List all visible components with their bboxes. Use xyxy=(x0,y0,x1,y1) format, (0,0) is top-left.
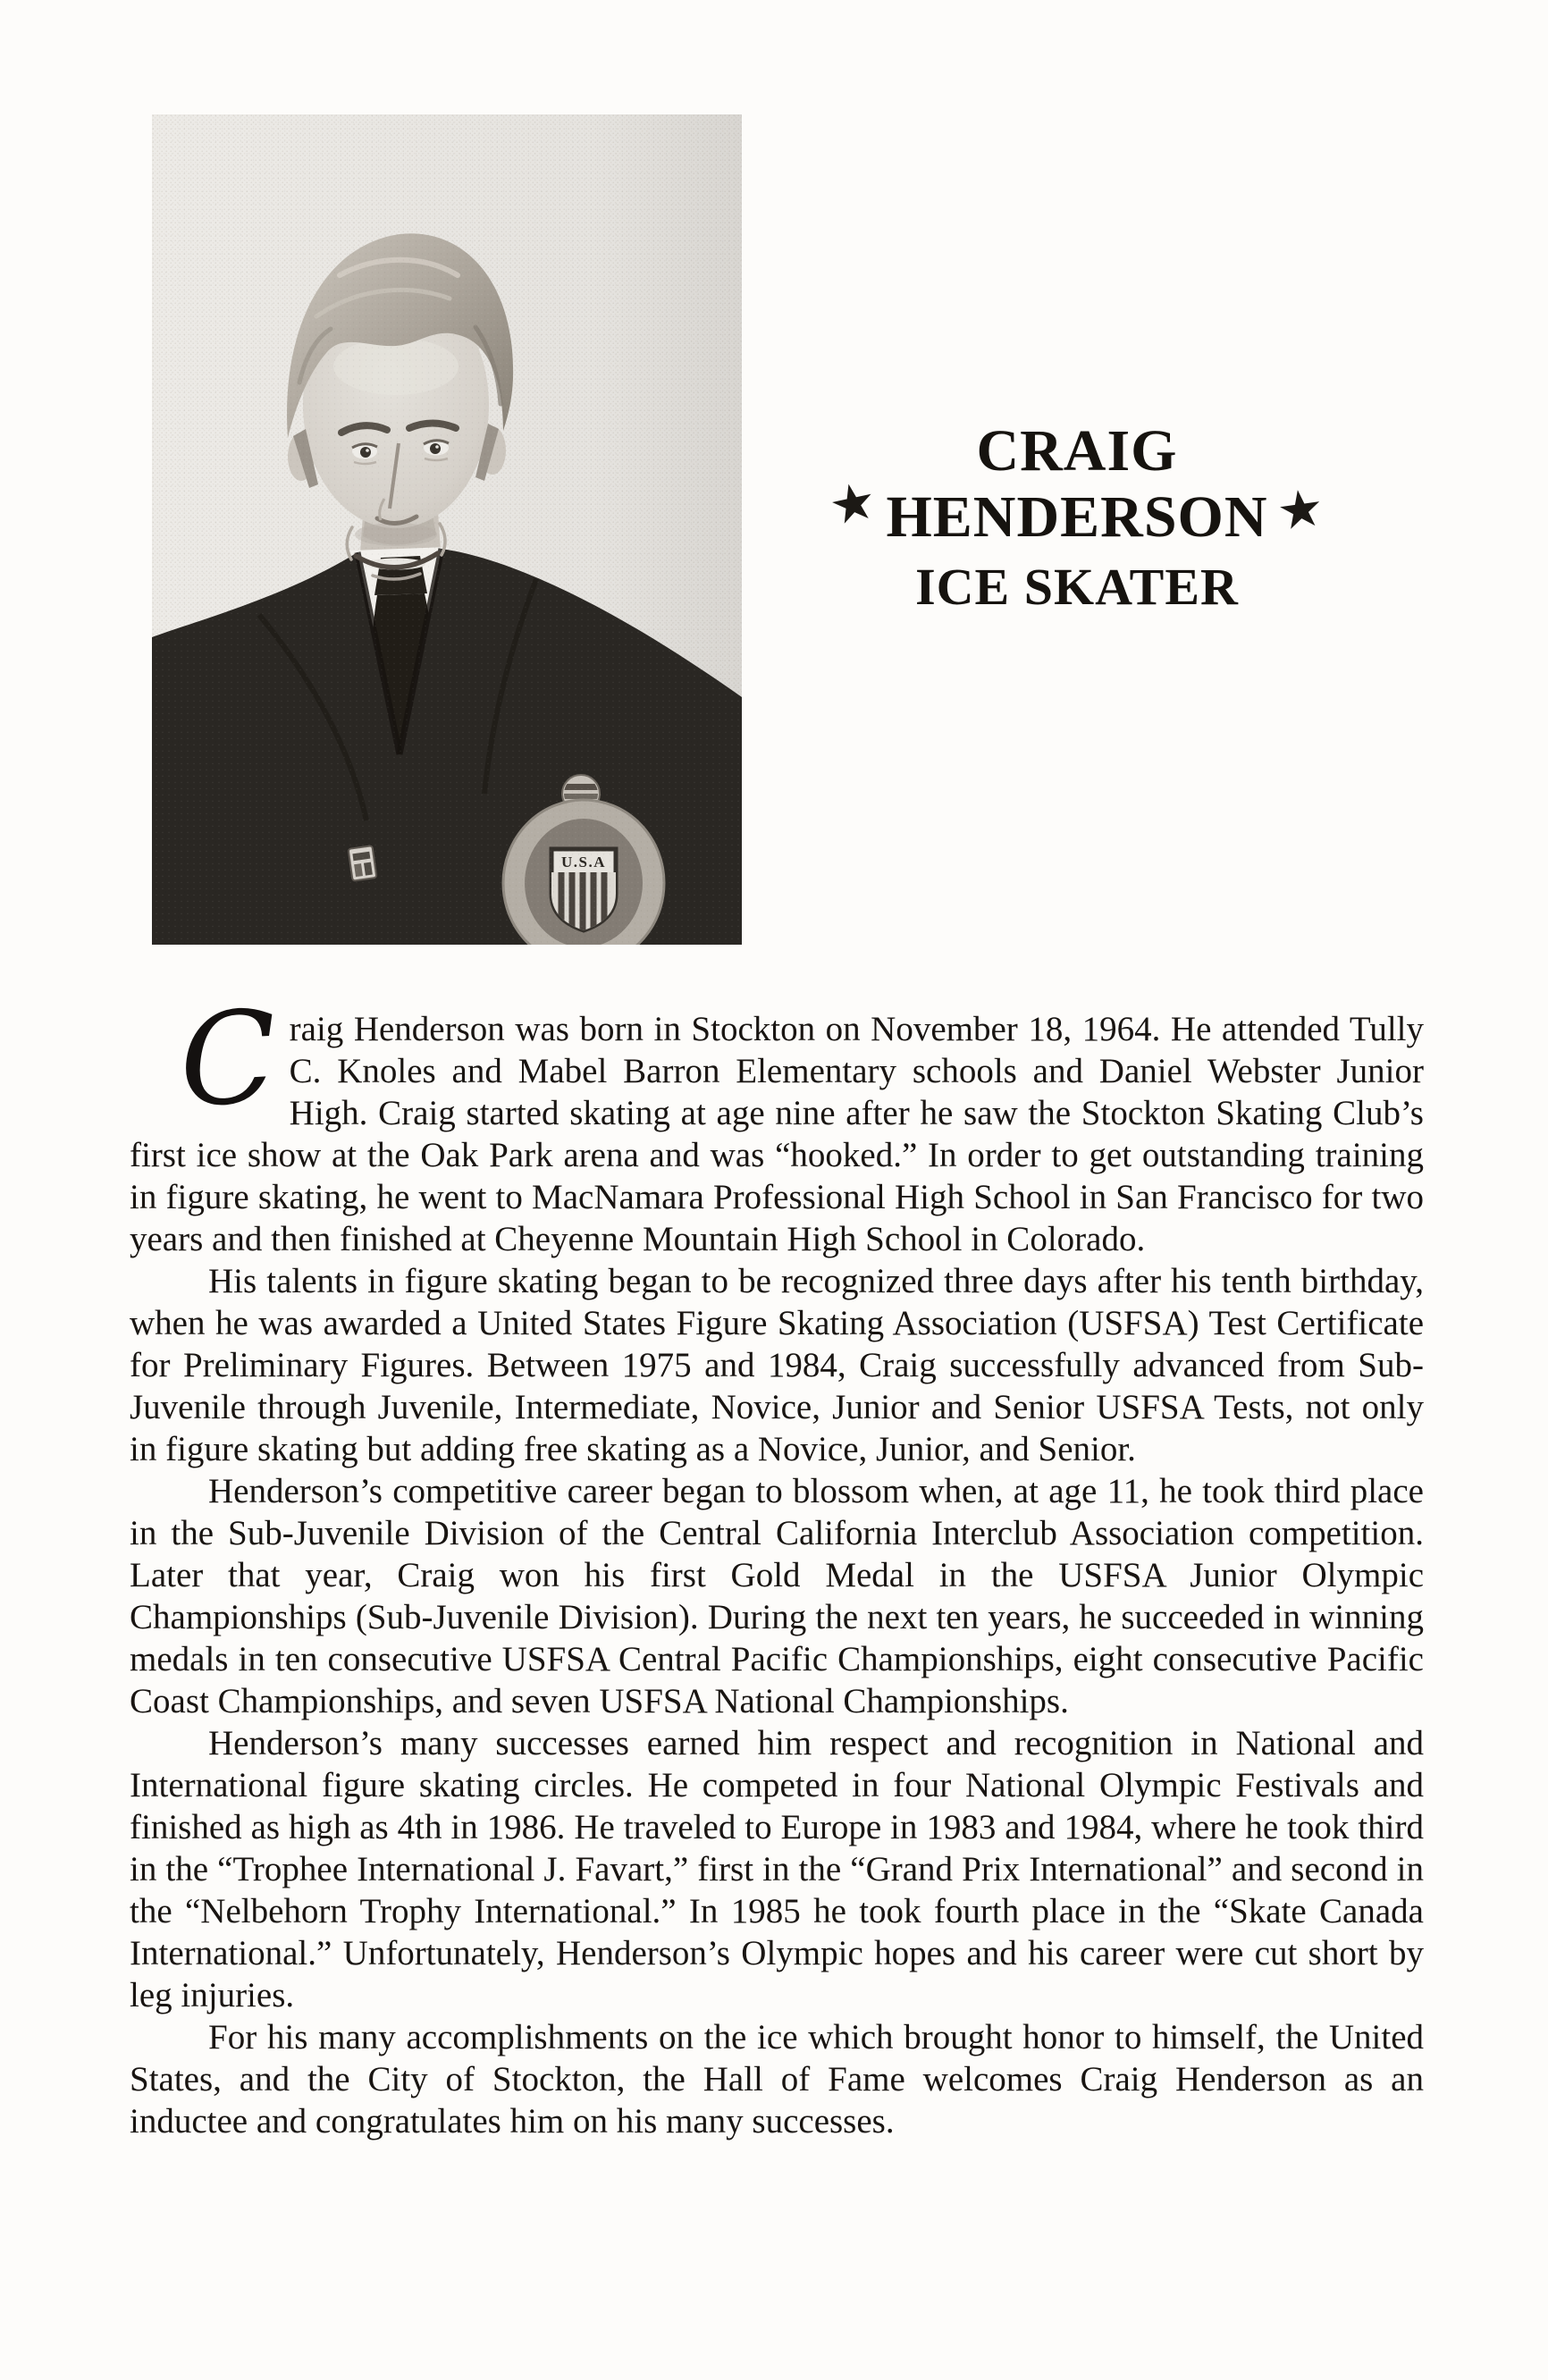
athlete-first-name: CRAIG xyxy=(976,418,1178,484)
athlete-last-name: HENDERSON xyxy=(886,484,1268,550)
title-block xyxy=(800,418,1354,617)
bio-paragraph-1-text: raig Henderson was born in Stockton on November 18, 1964. He attended Tully C. Knoles and Mabel Barron Elementary schools and Daniel Webster Junior High. Craig started skating at age nine after he saw the Stockton Skating Club’s first ice show at the Oak Park arena and was “hooked.” In order to get outstanding training in figure skating, he went to MacNamara Professional High School in San Francisco for two years and then finished at Cheyenne Mountain High School in Colorado. xyxy=(130,1010,1424,1258)
portrait-illustration xyxy=(152,114,742,945)
bio-paragraph-2: His talents in figure skating began to be recognized three days after his tenth birthday, when he was awarded a United States Figure Skating Association (USFSA) Test Certificate for Preliminary Figures. Between 1975 and 1984, Craig successfully advanced from Sub-Juvenile through Juvenile, Intermediate, Novice, Junior and Senior USFSA Tests, not only in figure skating but adding free skating as a Novice, Junior, and Senior. xyxy=(130,1262,1424,1468)
star-icon: ★ xyxy=(1273,475,1328,543)
bio-paragraph-1 xyxy=(130,983,1424,1260)
bio-paragraph-4: Henderson’s many successes earned him respect and recognition in National and International figure skating circles. He competed in four National Olympic Festivals and finished as high as 4th in 1986. He traveled to Europe in 1983 and 1984, where he took third in the “Trophee International J. Favart,” first in the “Grand Prix International” and second in the “Nelbehorn Trophy International.” In 1985 he took fourth place in the “Skate Canada International.” Unfortunately, Henderson’s Olympic hopes and his career were cut short by leg injuries. xyxy=(130,1724,1424,2014)
bio-paragraph-5: For his many accomplishments on the ice which brought honor to himself, the United States, and the City of Stockton, the Hall of Fame welcomes Craig Henderson as an inductee and congratulates him on his many successes. xyxy=(130,2018,1424,2140)
portrait-photo xyxy=(152,114,742,945)
biography-text xyxy=(130,983,1424,2142)
athlete-discipline: ICE SKATER xyxy=(915,558,1239,616)
drop-cap: C xyxy=(175,983,281,1136)
bio-paragraph-3: Henderson’s competitive career began to blossom when, at age 11, he took third place in the Sub-Juvenile Division of the Central California Interclub Association competition. Later that year, Craig won his first Gold Medal in the USFSA Junior Olympic Championships (Sub-Juvenile Division). During the next ten years, he succeeded in winning medals in ten consecutive USFSA Central Pacific Championships, eight consecutive Pacific Coast Championships, and seven USFSA National Championships. xyxy=(130,1472,1424,1720)
star-icon: ★ xyxy=(823,468,882,538)
